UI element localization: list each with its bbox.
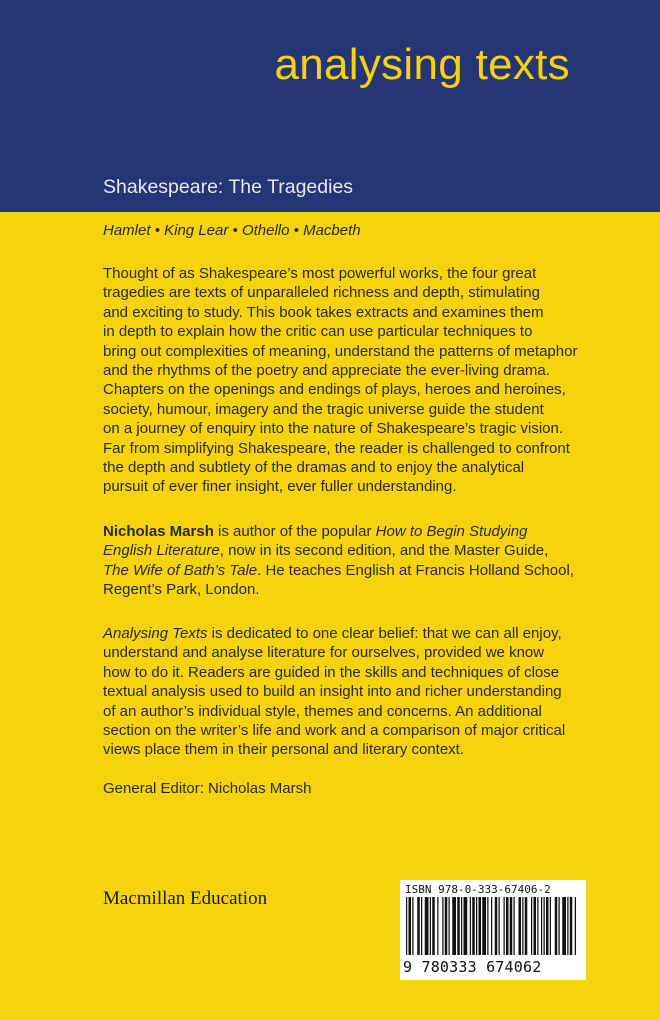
blurb-paragraph	[103, 264, 643, 497]
blurb-line: tragedies are texts of unparalleled richness and depth, stimulating	[103, 284, 540, 302]
barcode-bar	[476, 897, 477, 955]
barcode-bar	[482, 897, 486, 955]
blurb-line: bring out complexities of meaning, understand the patterns of metaphor	[103, 342, 578, 360]
author-bio	[103, 522, 643, 600]
play-separator: •	[293, 222, 299, 239]
series-description-line: views place them in their personal and literary context.	[103, 741, 465, 759]
publisher-name: Macmillan Education	[103, 888, 268, 909]
series-description-line: of an author’s individual style, themes and concerns. An additional	[103, 702, 542, 720]
barcode-bar	[464, 897, 468, 955]
barcode-bar	[409, 897, 412, 955]
barcode-bar	[504, 897, 505, 955]
barcode-bar	[525, 897, 528, 955]
barcode-bar	[510, 897, 513, 955]
barcode-bar	[487, 897, 488, 955]
series-description-line: understand and analyse literature for ourselves, provided we know	[103, 644, 545, 662]
barcode-bar	[461, 897, 462, 955]
barcode-bar	[437, 897, 438, 955]
author-bio-line	[103, 522, 643, 541]
play-separator: •	[232, 222, 238, 239]
play-macbeth: Macbeth	[303, 222, 361, 239]
book-title-reference: How to Begin Studying	[375, 523, 528, 540]
play-separator: •	[154, 222, 160, 239]
series-description-line: how to do it. Readers are guided in the skills and techniques of close	[103, 663, 560, 681]
barcode-bar	[479, 897, 482, 955]
barcode-bar	[432, 897, 435, 955]
barcode-bar	[442, 897, 443, 955]
barcode-bar	[537, 897, 538, 955]
barcode-bar	[412, 897, 413, 955]
barcode-bar	[544, 897, 545, 955]
barcode-bar	[430, 897, 431, 955]
author-bio-line	[103, 561, 643, 580]
blurb-line: Chapters on the openings and endings of plays, heroes and heroines,	[103, 381, 566, 399]
author-text: , now in its second edition, and the Master Guide,	[219, 542, 549, 560]
barcode-bar	[470, 897, 471, 955]
barcode-bar	[559, 897, 560, 955]
author-text: . He teaches English at Francis Holland School,	[257, 561, 574, 579]
general-editor-credit: General Editor: Nicholas Marsh	[103, 780, 312, 797]
plays-list	[103, 222, 361, 239]
blurb-line: and the rhythms of the poetry and appreciate the ever-living drama.	[103, 362, 550, 380]
barcode-bar	[452, 897, 456, 955]
author-bio-line: Regent’s Park, London.	[103, 581, 260, 599]
blurb-line: Far from simplifying Shakespeare, the reader is challenged to confront	[103, 439, 570, 457]
barcode-digits: 9 780333 674062	[403, 958, 542, 976]
isbn-label: ISBN 978-0-333-67406-2	[405, 883, 551, 896]
book-title-reference: The Wife of Bath’s Tale	[103, 561, 258, 579]
blurb-line: pursuit of ever finer insight, ever fuller understanding.	[103, 478, 457, 496]
blurb-line: Thought of as Shakespeare’s most powerful works, the four great	[103, 265, 537, 282]
isbn-barcode	[400, 880, 586, 980]
barcode-bar	[570, 897, 573, 955]
play-othello: Othello	[241, 222, 290, 239]
series-description-line: textual analysis used to build an insight into and richer understanding	[103, 683, 562, 701]
barcode-bar	[417, 897, 420, 955]
book-title: Shakespeare: The Tragedies	[103, 176, 354, 198]
barcode-bar	[562, 897, 566, 955]
barcode-bars	[404, 897, 582, 957]
author-name: Nicholas Marsh	[103, 523, 214, 540]
blurb-line: on a journey of enquiry into the nature of Shakespeare’s tragic vision.	[103, 420, 564, 438]
barcode-bar	[534, 897, 537, 955]
barcode-bar	[546, 897, 549, 955]
series-description-line: section on the writer’s life and work and a comparison of major critical	[103, 722, 566, 740]
barcode-bar	[472, 897, 475, 955]
barcode-bar	[491, 897, 492, 955]
series-title: analysing texts	[274, 40, 570, 89]
book-title-reference: English Literature	[103, 542, 220, 560]
series-description-text: is dedicated to one clear belief: that we can all enjoy,	[207, 625, 562, 642]
barcode-bar	[425, 897, 429, 955]
barcode-bar	[449, 897, 450, 955]
barcode-bar	[522, 897, 523, 955]
play-king-lear: King Lear	[164, 222, 229, 239]
barcode-bar	[519, 897, 522, 955]
barcode-bar	[541, 897, 542, 955]
blurb-line: society, humour, imagery and the tragic universe guide the student	[103, 400, 544, 418]
series-description-line	[103, 624, 643, 643]
barcode-bar	[567, 897, 568, 955]
barcode-bar	[406, 897, 407, 955]
barcode-bar	[421, 897, 422, 955]
series-description	[103, 624, 643, 760]
blurb-line: the depth and subtlety of the dramas and to enjoy the analytical	[103, 459, 525, 477]
play-hamlet: Hamlet	[103, 222, 151, 239]
barcode-bar	[499, 897, 500, 955]
header-band	[0, 0, 660, 212]
blurb-line: and exciting to study. This book takes extracts and examines them	[103, 303, 544, 321]
barcode-bar	[555, 897, 558, 955]
barcode-bar	[506, 897, 509, 955]
barcode-bar	[514, 897, 515, 955]
series-name: Analysing Texts	[103, 625, 208, 642]
blurb-line: in depth to explain how the critic can use particular techniques to	[103, 323, 533, 341]
barcode-bar	[550, 897, 551, 955]
barcode-bar	[457, 897, 460, 955]
barcode-bar	[495, 897, 498, 955]
barcode-bar	[531, 897, 532, 955]
barcode-bar	[445, 897, 448, 955]
author-bio-line	[103, 541, 643, 560]
barcode-bar	[575, 897, 576, 955]
author-text: is author of the popular	[213, 523, 376, 540]
